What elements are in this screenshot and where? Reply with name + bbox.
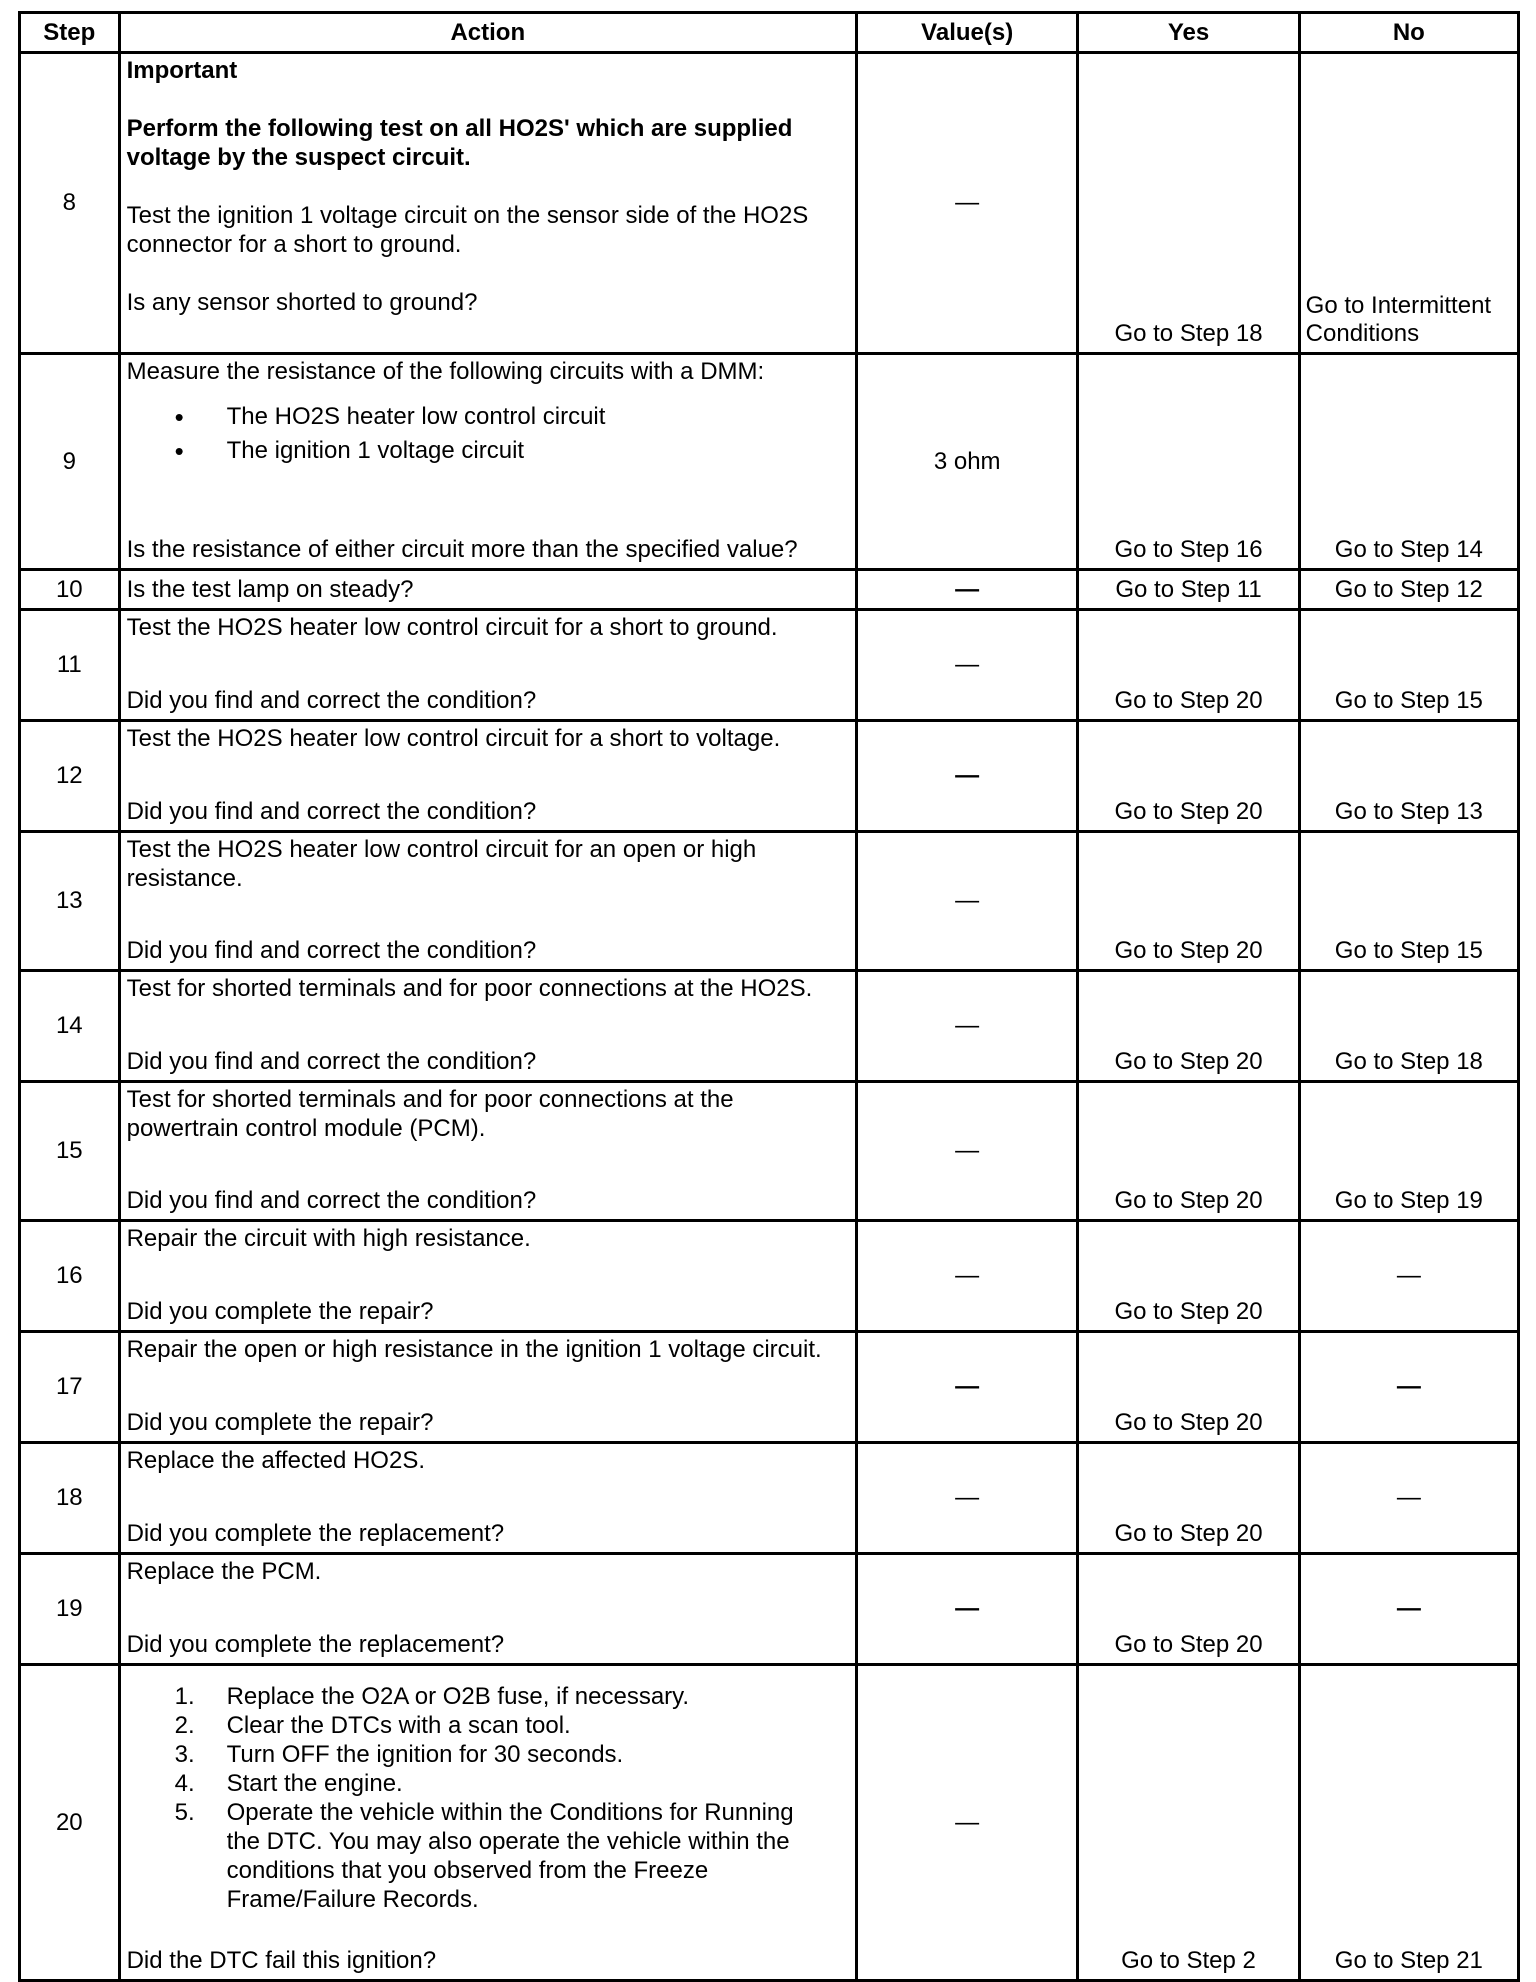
table-row — [20, 832, 1519, 971]
action-cell — [119, 570, 856, 610]
header-values: Value(s) — [857, 13, 1078, 53]
no-cell — [1299, 610, 1518, 721]
yes-link: Go to Step 2 — [1121, 1947, 1256, 1974]
action-question: Did you find and correct the condition? — [126, 937, 537, 964]
action-question: Did you find and correct the condition? — [126, 798, 537, 825]
no-cell — [1299, 570, 1518, 610]
list-item: • The HO2S heater low control circuit — [127, 400, 849, 434]
no-cell — [1299, 354, 1518, 570]
yes-link: Go to Step 20 — [1114, 1298, 1263, 1325]
no-cell — [1299, 1665, 1518, 1981]
action-question: Did you complete the repair? — [126, 1298, 434, 1325]
no-link: Go to Step 13 — [1334, 798, 1483, 825]
no-cell: — — [1299, 1332, 1518, 1443]
yes-link: Go to Step 20 — [1114, 1520, 1263, 1547]
action-instruction: Test for shorted terminals and for poor connections at the powertrain control module (PCM). — [126, 1086, 734, 1142]
step-number: 16 — [20, 1221, 120, 1332]
yes-link: Go to Step 11 — [1115, 575, 1262, 603]
no-link: Go to Intermittent Conditions — [1305, 292, 1492, 347]
table-row — [20, 1554, 1519, 1665]
value-cell: 3 ohm — [857, 354, 1078, 570]
no-cell — [1299, 971, 1518, 1082]
table-row — [20, 570, 1519, 610]
action-cell — [119, 53, 856, 354]
yes-link: Go to Step 20 — [1114, 1409, 1263, 1436]
no-cell: — — [1299, 1443, 1518, 1554]
action-instruction: Test the HO2S heater low control circuit for a short to ground. — [126, 614, 778, 641]
yes-cell — [1078, 1082, 1299, 1221]
numbered-list — [127, 1682, 849, 1914]
step-number: 17 — [20, 1332, 120, 1443]
action-instruction: Test the ignition 1 voltage circuit on the sensor side of the HO2S connector for a short to ground. — [126, 202, 809, 258]
action-question: Did you complete the replacement? — [126, 1520, 505, 1547]
yes-cell — [1078, 721, 1299, 832]
yes-cell — [1078, 1443, 1299, 1554]
action-instruction: Repair the open or high resistance in the ignition 1 voltage circuit. — [126, 1336, 822, 1363]
table-row — [20, 1221, 1519, 1332]
yes-link: Go to Step 20 — [1114, 1048, 1263, 1075]
step-number: 10 — [20, 570, 120, 610]
action-cell — [119, 610, 856, 721]
value-cell: — — [857, 971, 1078, 1082]
yes-link: Go to Step 20 — [1114, 798, 1263, 825]
action-cell — [119, 1082, 856, 1221]
step-number: 20 — [20, 1665, 120, 1981]
no-cell: — — [1299, 1221, 1518, 1332]
no-cell — [1299, 1082, 1518, 1221]
yes-cell — [1078, 832, 1299, 971]
header-row — [20, 13, 1519, 53]
action-question: Is the resistance of either circuit more than the specified value? — [126, 536, 798, 563]
action-instruction: Replace the affected HO2S. — [126, 1447, 425, 1474]
list-item: 2. Clear the DTCs with a scan tool. — [174, 1712, 571, 1739]
yes-link: Go to Step 18 — [1114, 320, 1263, 347]
yes-cell — [1078, 570, 1299, 610]
action-instruction: Replace the PCM. — [126, 1558, 322, 1585]
yes-cell — [1078, 53, 1299, 354]
no-cell — [1299, 832, 1518, 971]
table-row — [20, 971, 1519, 1082]
value-cell: — — [857, 1554, 1078, 1665]
action-cell — [119, 354, 856, 570]
no-link: Go to Step 19 — [1334, 1187, 1483, 1214]
action-cell — [119, 721, 856, 832]
no-cell — [1299, 721, 1518, 832]
no-cell — [1299, 53, 1518, 354]
action-cell — [119, 1221, 856, 1332]
list-item: • The ignition 1 voltage circuit — [127, 434, 849, 468]
yes-cell — [1078, 354, 1299, 570]
step-number: 13 — [20, 832, 120, 971]
action-instruction: Test the HO2S heater low control circuit for an open or high resistance. — [126, 836, 757, 892]
action-question: Did the DTC fail this ignition? — [126, 1947, 437, 1974]
action-cell — [119, 971, 856, 1082]
no-link: Go to Step 21 — [1334, 1947, 1483, 1974]
value-cell: — — [857, 610, 1078, 721]
action-instruction: Measure the resistance of the following circuits with a DMM: — [126, 358, 765, 385]
action-question: Did you find and correct the condition? — [126, 1187, 537, 1214]
bullet-list — [127, 400, 849, 468]
value-cell: — — [857, 721, 1078, 832]
yes-cell — [1078, 610, 1299, 721]
value-cell: — — [857, 1332, 1078, 1443]
action-question: Did you complete the repair? — [126, 1409, 434, 1436]
step-number: 14 — [20, 971, 120, 1082]
header-no: No — [1299, 13, 1518, 53]
no-link: Go to Step 15 — [1334, 937, 1483, 964]
no-link: Go to Step 15 — [1334, 687, 1483, 714]
action-cell — [119, 1332, 856, 1443]
value-cell: — — [857, 1082, 1078, 1221]
no-link: Go to Step 14 — [1334, 536, 1483, 563]
action-cell — [119, 832, 856, 971]
table-row — [20, 1082, 1519, 1221]
value-cell: — — [857, 832, 1078, 971]
header-yes: Yes — [1078, 13, 1299, 53]
value-cell: — — [857, 570, 1078, 610]
table-row — [20, 721, 1519, 832]
table-row — [20, 53, 1519, 354]
action-question: Is the test lamp on steady? — [126, 576, 414, 603]
yes-cell — [1078, 1554, 1299, 1665]
list-item: 5. Operate the vehicle within the Conditions for Running the DTC. You may also operate the vehicle within the conditions that you observed from the Freeze Frame/Failure Records. — [174, 1799, 794, 1913]
yes-cell — [1078, 1221, 1299, 1332]
action-cell — [119, 1665, 856, 1981]
action-question: Is any sensor shorted to ground? — [126, 289, 478, 316]
step-number: 9 — [20, 354, 120, 570]
header-step: Step — [20, 13, 120, 53]
action-cell — [119, 1554, 856, 1665]
yes-cell — [1078, 1665, 1299, 1981]
step-number: 19 — [20, 1554, 120, 1665]
action-cell — [119, 1443, 856, 1554]
action-instruction: Test for shorted terminals and for poor connections at the HO2S. — [126, 975, 813, 1002]
yes-cell — [1078, 971, 1299, 1082]
value-cell: — — [857, 1665, 1078, 1981]
step-number: 12 — [20, 721, 120, 832]
step-number: 15 — [20, 1082, 120, 1221]
yes-link: Go to Step 20 — [1114, 1187, 1263, 1214]
no-link: Go to Step 18 — [1334, 1048, 1483, 1075]
value-cell: — — [857, 53, 1078, 354]
yes-cell — [1078, 1332, 1299, 1443]
action-question: Did you find and correct the condition? — [126, 1048, 537, 1075]
no-cell: — — [1299, 1554, 1518, 1665]
step-number: 18 — [20, 1443, 120, 1554]
action-question: Did you find and correct the condition? — [126, 687, 537, 714]
yes-link: Go to Step 20 — [1114, 687, 1263, 714]
table-row — [20, 1443, 1519, 1554]
value-cell: — — [857, 1443, 1078, 1554]
table-row — [20, 610, 1519, 721]
table-row — [20, 354, 1519, 570]
header-action: Action — [119, 13, 856, 53]
no-link: Go to Step 12 — [1334, 575, 1483, 603]
yes-link: Go to Step 20 — [1114, 937, 1263, 964]
important-label: Important — [126, 57, 238, 84]
action-instruction: Test the HO2S heater low control circuit for a short to voltage. — [126, 725, 781, 752]
list-item: 3. Turn OFF the ignition for 30 seconds. — [174, 1741, 624, 1768]
table-row — [20, 1665, 1519, 1981]
value-cell: — — [857, 1221, 1078, 1332]
diagnostic-table — [18, 11, 1520, 1982]
list-item: 1. Replace the O2A or O2B fuse, if necessary. — [174, 1683, 690, 1710]
yes-link: Go to Step 20 — [1114, 1631, 1263, 1658]
table-row — [20, 1332, 1519, 1443]
step-number: 11 — [20, 610, 120, 721]
important-text: Perform the following test on all HO2S' which are supplied voltage by the suspect circuit. — [126, 115, 793, 171]
step-number: 8 — [20, 53, 120, 354]
action-instruction: Repair the circuit with high resistance. — [126, 1225, 531, 1252]
yes-link: Go to Step 16 — [1114, 536, 1263, 563]
list-item: 4. Start the engine. — [174, 1770, 403, 1797]
action-question: Did you complete the replacement? — [126, 1631, 505, 1658]
